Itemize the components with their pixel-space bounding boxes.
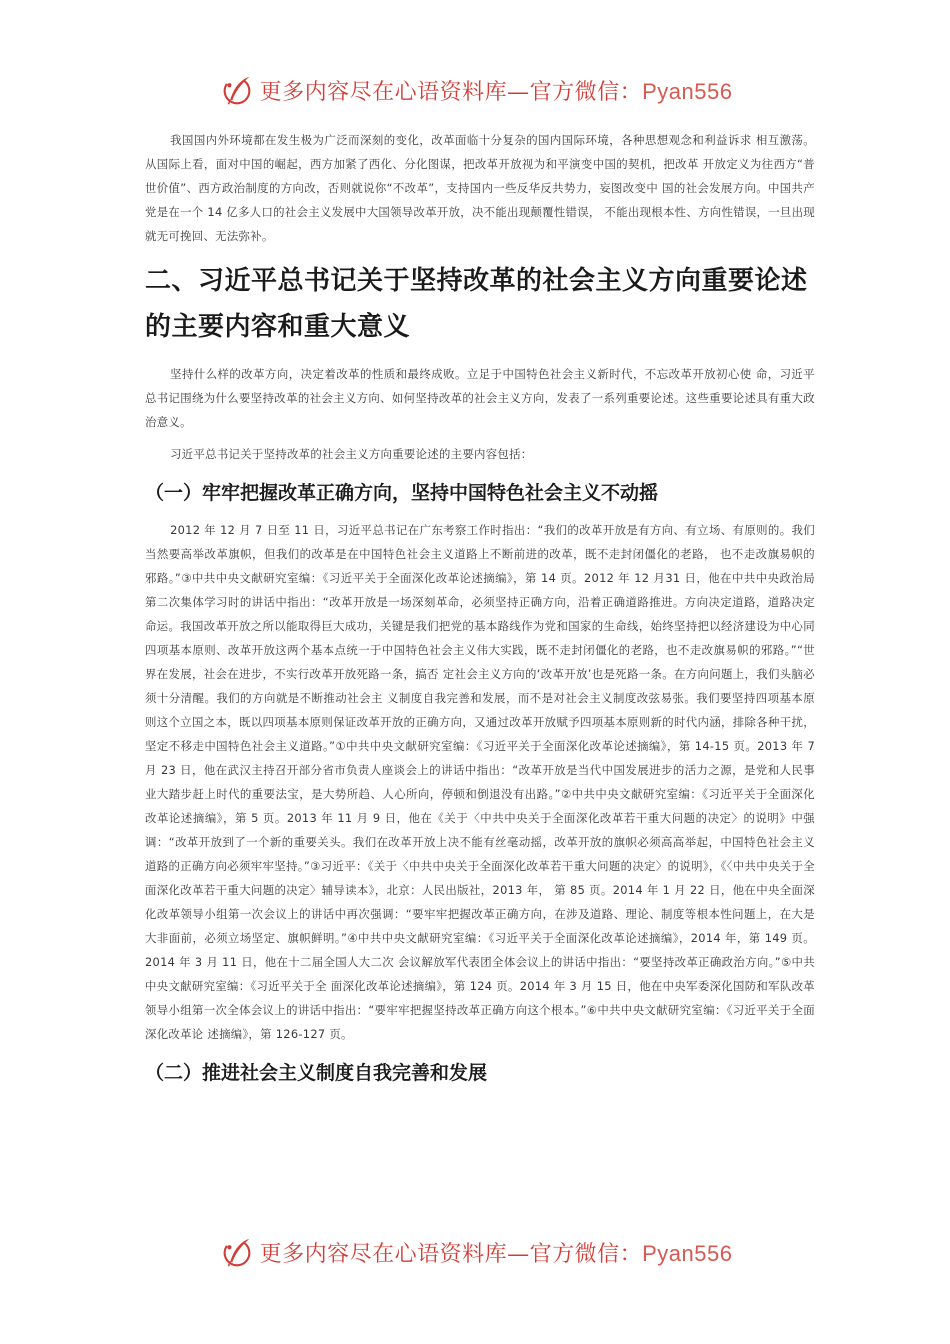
- paragraph-direction: 坚持什么样的改革方向，决定着改革的性质和最终成败。立足于中国特色社会主义新时代，不忘改革开放初心使 命，习近平总书记围绕为什么要坚持改革的社会主义方向、如何坚持改革的社会主义方向，发表了一系列重要论述。这些重要论述具有重大政治意义。: [145, 367, 815, 429]
- paragraph-intro: 习近平总书记关于坚持改革的社会主义方向重要论述的主要内容包括：: [170, 447, 533, 461]
- banner-handle: Pyan556: [642, 78, 733, 104]
- paragraph-quotes: 2012 年 12 月 7 日至 11 日，习近平总书记在广东考察工作时指出：“我们的改革开放是有方向、有立场、有原则的。我们当然要高举改革旗帜，但我们的改革是在中国特色社会主义道路上不断前进的改革，既不走封闭僵化的老路， 也不走改旗易帜的邪路。”③中共中央文献研究室编：《习近平关于全面深化改革论述摘编》，第 14 页。2012 年 12 月31 日，他在中共中央政治局第二次集体学习时的讲话中指出：“改革开放是一场深刻革命，必须坚持正确方向，沿着正确道路推进。方向决定道路，道路决定命运。我国改革开放之所以能取得巨大成功，关键是我们把党的基本路线作为党和国家的生命线，始终坚持把以经济建设为中心同四项基本原则、改革开放这两个基本点统一于中国特色社会主义伟大实践，既不走封闭僵化的老路，也不走改旗易帜的邪路。”“世界在发展，社会在进步，不实行改革开放死路一条，搞否 定社会主义方向的‘改革开放’也是死路一条。在方向问题上，我们头脑必须十分清醒。我们的方向就是不断推动社会主 义制度自我完善和发展，而不是对社会主义制度改弦易张。我们要坚持四项基本原则这个立国之本，既以四项基本原则保证改革开放的正确方向，又通过改革开放赋予四项基本原则新的时代内涵，排除各种干扰，坚定不移走中国特色社会主义道路。”①中共中央文献研究室编：《习近平关于全面深化改革论述摘编》，第 14-15 页。2013 年 7 月 23 日，他在武汉主持召开部分省市负责人座谈会上的讲话中指出：“改革开放是当代中国发展进步的活力之源，是党和人民事业大踏步赶上时代的重要法宝，是大势所趋、人心所向，停顿和倒退没有出路。”②中共中央文献研究室编：《习近平关于全面深化改革论述摘编》，第 5 页。2013 年 11 月 9 日，他在《关于〈中共中央关于全面深化改革若干重大问题的决定〉的说明》中强调：“改革开放到了一个新的重要关头。我们在改革开放上决不能有丝毫动摇，改革开放的旗帜必须高高举起，中国特色社会主义道路的正确方向必须牢牢坚持。”③习近平：《关于〈中共中央关于全面深化改革若干重大问题的决定〉的说明》，《〈中共中央关于全面深化改革若干重大问题的决定〉辅导读本》，北京：人民出版社，2013 年， 第 85 页。2014 年 1 月 22 日，他在中央全面深化改革领导小组第一次会议上的讲话中再次强调：“要牢牢把握改革正确方向，在涉及道路、理论、制度等根本性问题上，在大是大非面前，必须立场坚定、旗帜鲜明。”④中共中央文献研究室编：《习近平关于全面深化改革论述摘编》，2014 年，第 149 页。2014 年 3 月 11 日，他在十二届全国人大二次 会议解放军代表团全体会议上的讲话中指出：“要坚持改革正确政治方向。”⑤中共中央文献研究室编：《习近平关于全 面深化改革论述摘编》，第 124 页。2014 年 3 月 15 日，他在中央军委深化国防和军队改革领导小组第一次全体会议上的讲话中指出：“要牢牢把握坚持改革正确方向这个根本。”⑥中共中央文献研究室编：《习近平关于全面深化改革论 述摘编》，第 126-127 页。: [145, 523, 815, 1041]
- document-body: [145, 128, 815, 1098]
- banner-label: 更多内容尽在心语资料库—官方微信：: [259, 1241, 643, 1267]
- banner-text: [260, 75, 733, 106]
- banner-label: 更多内容尽在心语资料库—官方微信：: [259, 79, 643, 105]
- banner-handle: Pyan556: [642, 1240, 733, 1266]
- subsection-heading-1: （一）牢牢把握改革正确方向，坚持中国特色社会主义不动摇: [145, 482, 659, 504]
- header-banner: [0, 70, 950, 110]
- footer-banner: [0, 1232, 950, 1272]
- subsection-heading-2: （二）推进社会主义制度自我完善和发展: [145, 1062, 488, 1084]
- section-heading: 二、习近平总书记关于坚持改革的社会主义方向重要论述的主要内容和重大意义: [145, 266, 808, 342]
- paragraph-environment: 我国国内外环境都在发生极为广泛而深刻的变化，改革面临十分复杂的国内国际环境，各种思想观念和利益诉求 相互激荡。从国际上看，面对中国的崛起，西方加紧了西化、分化图谋，把改革开放视为和平演变中国的契机，把改革 开放定义为往西方“普世价值”、西方政治制度的方向改，否则就说你“不改革”，支持国内一些反华反共势力，妄图改变中 国的社会发展方向。中国共产党是在一个 14 亿多人口的社会主义发展中大国领导改革开放，决不能出现颠覆性错误， 不能出现根本性、方向性错误，一旦出现就无可挽回、无法弥补。: [145, 133, 815, 243]
- banner-text: [260, 1237, 733, 1268]
- quill-logo-icon: [218, 1233, 256, 1271]
- quill-logo-icon: [218, 71, 256, 109]
